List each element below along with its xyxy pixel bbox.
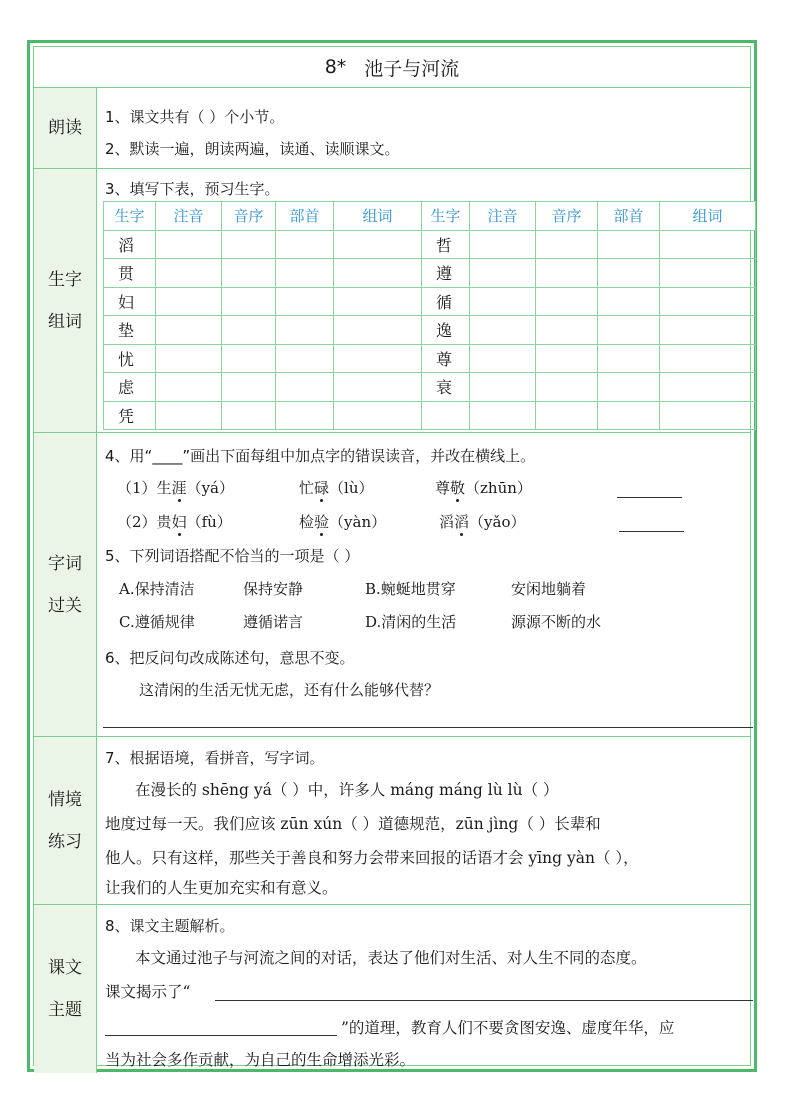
answer-cell[interactable] (276, 316, 334, 345)
q4-row-2: （2）贵妇（fù） (117, 513, 232, 531)
answer-cell[interactable] (536, 373, 598, 402)
section-zhuti (34, 905, 750, 1073)
answer-line-2[interactable] (619, 531, 684, 532)
question-7: 7、根据语境，看拼音，写字词。 (105, 749, 325, 767)
answer-cell[interactable] (156, 287, 222, 316)
char-cell: 尊 (422, 344, 470, 373)
answer-cell[interactable] (222, 316, 276, 345)
answer-cell[interactable] (276, 373, 334, 402)
char-cell: 虑 (104, 373, 156, 402)
answer-cell[interactable] (334, 373, 422, 402)
question-6: 6、把反问句改成陈述句，意思不变。 (105, 649, 355, 667)
answer-cell[interactable] (470, 259, 536, 288)
col-header: 注音 (470, 202, 536, 231)
answer-cell[interactable] (470, 401, 536, 430)
answer-cell[interactable] (598, 401, 660, 430)
answer-cell[interactable] (222, 287, 276, 316)
col-header: 生字 (104, 202, 156, 231)
section-label-zici: 字词 过关 (34, 433, 97, 736)
section-zici: 字词 过关 4、用“____”画出下面每组中加点字的错误读音，并改在横线上。 （1）生涯（yá） 忙碌（lù） 尊敬（zhūn） （2）贵妇（fù） 检验（yàn） 滔滔（yǎo） 5、下列词语搭配不恰当的一项是（ ） A.保持清洁 保持安静 B.蜿蜒地贯穿 安闲地躺着 C.遵循规律 遵循诺言 D.清闲的生活 源源不断的水 6、把反问句改成陈述句，意思不变。 这清闲的生活无忧无虑，还有什么能够代替？ (34, 433, 750, 737)
char-cell: 凭 (104, 401, 156, 430)
table-row (104, 401, 756, 430)
answer-cell[interactable] (156, 344, 222, 373)
q7-line-1: 在漫长的 shēng yá（ ）中，许多人 máng máng lù lù（ ） (135, 781, 559, 799)
char-cell: 哲 (422, 230, 470, 259)
section-qingjing (34, 737, 750, 905)
answer-cell[interactable] (222, 373, 276, 402)
answer-cell[interactable] (536, 344, 598, 373)
q8-answer-line-1[interactable] (215, 1000, 753, 1001)
q5-option-b: B.蜿蜒地贯穿 (365, 580, 456, 598)
answer-cell[interactable] (276, 401, 334, 430)
answer-cell[interactable] (536, 316, 598, 345)
answer-cell[interactable] (470, 230, 536, 259)
question-2: 2、默读一遍，朗读两遍，读通、读顺课文。 (105, 140, 400, 158)
section-shengzi (34, 169, 750, 433)
answer-cell[interactable] (334, 344, 422, 373)
answer-cell[interactable] (536, 230, 598, 259)
q8-line-2: 课文揭示了“ (105, 983, 191, 1001)
answer-cell[interactable] (276, 259, 334, 288)
table-header-row (104, 202, 756, 231)
col-header: 部首 (276, 202, 334, 231)
table-row (104, 259, 756, 288)
table-row (104, 373, 756, 402)
answer-cell[interactable] (598, 373, 660, 402)
answer-cell[interactable] (660, 344, 756, 373)
q8-line-4: 当为社会多作贡献，为自己的生命增添光彩。 (105, 1051, 416, 1069)
answer-cell[interactable] (470, 373, 536, 402)
q8-line-1: 本文通过池子与河流之间的对话，表达了他们对生活、对人生不同的态度。 (135, 949, 647, 967)
answer-cell[interactable] (660, 401, 756, 430)
answer-cell[interactable] (660, 230, 756, 259)
answer-cell[interactable] (598, 316, 660, 345)
section-label-qingjing: 情境 练习 (34, 737, 97, 904)
table-row (104, 316, 756, 345)
table-row (104, 287, 756, 316)
q5-option-c: C.遵循规律 (119, 613, 195, 631)
question-5: 5、下列词语搭配不恰当的一项是（ ） (105, 547, 360, 565)
answer-cell[interactable] (334, 259, 422, 288)
answer-cell[interactable] (222, 344, 276, 373)
answer-cell[interactable] (660, 259, 756, 288)
answer-line-1[interactable] (617, 497, 682, 498)
answer-cell[interactable] (156, 316, 222, 345)
q7-line-4: 让我们的人生更加充实和有意义。 (105, 879, 338, 897)
worksheet-frame (27, 40, 757, 1072)
answer-cell[interactable] (156, 230, 222, 259)
answer-cell[interactable] (156, 373, 222, 402)
page-title (34, 47, 750, 88)
answer-cell[interactable] (660, 373, 756, 402)
section-langdu (34, 88, 750, 169)
col-header: 生字 (422, 202, 470, 231)
char-cell: 忧 (104, 344, 156, 373)
answer-cell[interactable] (536, 287, 598, 316)
answer-cell[interactable] (334, 287, 422, 316)
character-table (103, 201, 756, 430)
char-cell: 遵 (422, 259, 470, 288)
question-8: 8、课文主题解析。 (105, 917, 235, 935)
char-cell: 滔 (104, 230, 156, 259)
section-label-langdu: 朗读 (34, 88, 97, 168)
q8-line-3: ”的道理，教育人们不要贪图安逸、虚度年华，应 (341, 1019, 675, 1037)
q5-option-d: D.清闲的生活 (365, 613, 457, 631)
q5-option-a: A.保持清洁 (119, 580, 195, 598)
question-1: 1、课文共有（ ）个小节。 (105, 108, 285, 126)
col-header: 组词 (334, 202, 422, 231)
answer-cell[interactable] (276, 344, 334, 373)
answer-cell[interactable] (470, 344, 536, 373)
worksheet-inner (33, 46, 751, 1069)
answer-cell[interactable] (598, 259, 660, 288)
answer-cell[interactable] (222, 401, 276, 430)
answer-cell[interactable] (334, 316, 422, 345)
char-cell: 妇 (104, 287, 156, 316)
answer-cell[interactable] (536, 259, 598, 288)
col-header: 组词 (660, 202, 756, 231)
q6-sentence: 这清闲的生活无忧无虑，还有什么能够代替？ (139, 681, 440, 699)
answer-cell[interactable] (660, 316, 756, 345)
answer-cell[interactable] (334, 230, 422, 259)
q4-row-1: （1）生涯（yá） (117, 479, 234, 497)
answer-cell[interactable] (598, 230, 660, 259)
answer-cell[interactable] (470, 316, 536, 345)
section-label-shengzi: 生字 组词 (34, 169, 97, 432)
answer-cell[interactable] (156, 401, 222, 430)
answer-cell[interactable] (470, 287, 536, 316)
col-header: 注音 (156, 202, 222, 231)
table-row (104, 230, 756, 259)
answer-cell[interactable] (598, 287, 660, 316)
answer-cell[interactable] (276, 230, 334, 259)
char-cell: 逸 (422, 316, 470, 345)
char-cell (422, 401, 470, 430)
q7-line-2: 地度过每一天。我们应该 zūn xún（ ）道德规范，zūn jìng（ ）长辈和 (105, 815, 601, 833)
char-cell: 垫 (104, 316, 156, 345)
q8-answer-line-2[interactable] (105, 1035, 337, 1036)
col-header: 音序 (222, 202, 276, 231)
char-cell: 循 (422, 287, 470, 316)
answer-cell[interactable] (598, 344, 660, 373)
answer-cell[interactable] (276, 287, 334, 316)
q6-answer-line[interactable] (103, 727, 753, 728)
answer-cell[interactable] (222, 230, 276, 259)
lesson-title: 池子与河流 (364, 57, 460, 80)
char-cell: 贯 (104, 259, 156, 288)
answer-cell[interactable] (156, 259, 222, 288)
answer-cell[interactable] (334, 401, 422, 430)
answer-cell[interactable] (222, 259, 276, 288)
answer-cell[interactable] (536, 401, 598, 430)
section-label-zhuti: 课文 主题 (34, 905, 97, 1073)
table-row (104, 344, 756, 373)
question-3: 3、填写下表，预习生字。 (105, 180, 280, 198)
col-header: 部首 (598, 202, 660, 231)
question-4: 4、用“____”画出下面每组中加点字的错误读音，并改在横线上。 (105, 447, 536, 465)
answer-cell[interactable] (660, 287, 756, 316)
lesson-number: 8* (324, 56, 347, 78)
q7-line-3: 他人。只有这样，那些关于善良和努力会带来回报的话语才会 yīng yàn（ ）， (105, 849, 639, 867)
col-header: 音序 (536, 202, 598, 231)
char-cell: 衰 (422, 373, 470, 402)
